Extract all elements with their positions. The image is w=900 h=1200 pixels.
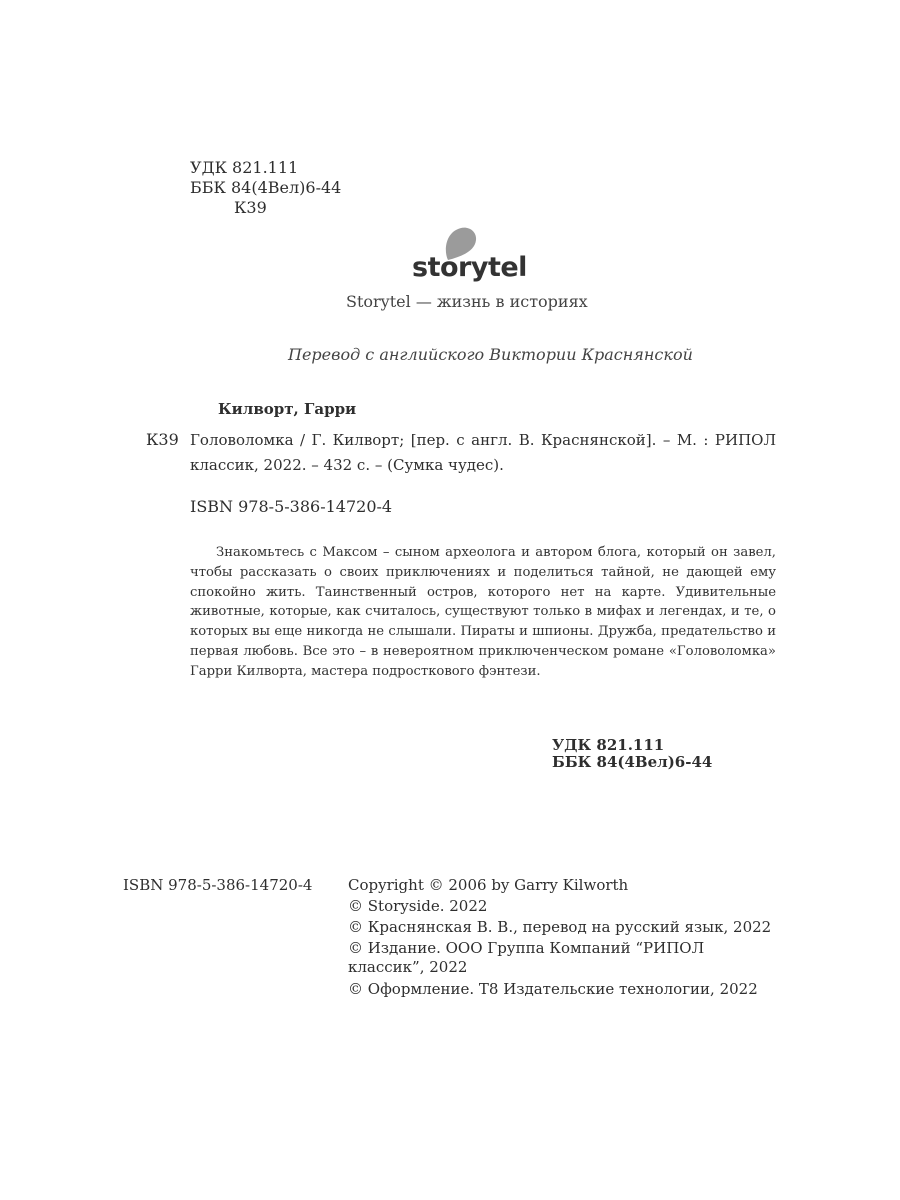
storytel-logo: storytel — [412, 252, 527, 283]
udk-code-bottom: УДК 821.111 — [552, 736, 665, 754]
copyright-line: © Оформление. Т8 Издательские технологии, 2022 — [348, 980, 758, 998]
copyright-line: © Storyside. 2022 — [348, 897, 488, 915]
catalog-line-2: классик, 2022. – 432 с. – (Сумка чудес). — [190, 456, 504, 474]
annotation: Знакомьтесь с Максом – сыном археолога и автором блога, который он завел, чтобы рассказать о своих приключениях и поделиться тайной, не дающей ему спокойно жить. Таинственный остров, которого нет на карте. Удивительные животные, которые, как считалось, существуют только в мифах и легендах, и те, о которых вы еще никогда не слышали. Пираты и шпионы. Дружба, предательство и первая любовь. Все это – в невероятном приключенческом романе «Головоломка» Гарри Килворта, мастера подросткового фэнтези. — [190, 545, 776, 679]
copyright-line: © Краснянская В. В., перевод на русский язык, 2022 — [348, 918, 772, 936]
bbk-code-bottom: ББК 84(4Вел)6-44 — [552, 753, 713, 771]
bbk-code-top: ББК 84(4Вел)6-44 — [190, 178, 342, 197]
translation-credit: Перевод с английского Виктории Краснянской — [288, 345, 693, 364]
copyright-line: © Издание. ООО Группа Компаний “РИПОЛ классик”, 2022 — [348, 939, 705, 976]
catalog-line-1: Головоломка / Г. Килворт; [пер. с англ. В. Краснянской]. – М. : РИПОЛ — [190, 431, 776, 449]
isbn: ISBN 978-5-386-14720-4 — [190, 497, 393, 516]
copyright-line: Copyright © 2006 by Garry Kilworth — [348, 876, 629, 894]
author-mark-top: К39 — [234, 198, 267, 217]
udk-code-top: УДК 821.111 — [190, 158, 299, 177]
slogan: Storytel — жизнь в историях — [346, 292, 588, 311]
copyright-list — [348, 875, 776, 1000]
author-heading: Килворт, Гарри — [218, 400, 357, 418]
catalog-mark: К39 — [146, 430, 179, 449]
footer-isbn: ISBN 978-5-386-14720-4 — [123, 876, 313, 894]
